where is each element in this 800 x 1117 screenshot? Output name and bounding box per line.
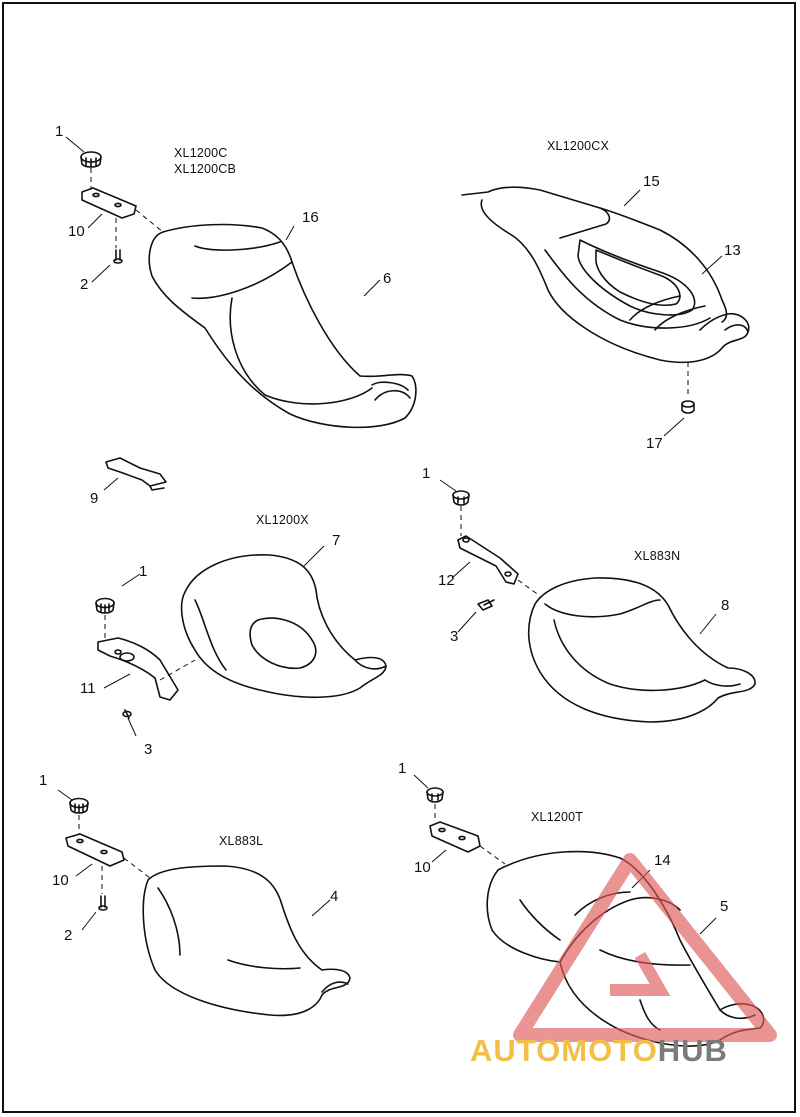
screw-3b [478,600,494,610]
watermark-part1: AUTOMOTO [470,1033,658,1068]
callout-1: 1 [139,563,148,580]
callout-1: 1 [422,465,431,482]
model-label-xl1200c: XL1200C [174,146,228,160]
callout-10: 10 [52,872,69,889]
callout-1: 1 [39,772,48,789]
bumper-17 [682,401,694,413]
seat-13-15 [462,187,749,362]
seat-6 [149,225,416,428]
callout-15: 15 [643,173,660,190]
screw-3a [123,710,131,718]
callout-13: 13 [724,242,741,259]
callout-2: 2 [80,276,89,293]
model-label-xl1200x: XL1200X [256,513,309,527]
callout-1: 1 [398,760,407,777]
callout-10: 10 [414,859,431,876]
bracket-10a [82,188,136,218]
model-label-xl1200t: XL1200T [531,810,584,824]
watermark-text [470,1033,728,1069]
callout-16: 16 [302,209,319,226]
leader-lines [58,137,722,934]
callout-3: 3 [450,628,459,645]
callout-1: 1 [55,123,64,140]
bracket-10c [430,822,480,852]
screw-2b [99,896,107,910]
watermark-part2: HUB [657,1033,728,1068]
callout-14: 14 [654,852,671,869]
model-label-xl1200cx: XL1200CX [547,139,610,153]
bracket-9 [106,458,166,490]
callout-6: 6 [383,270,392,287]
callout-8: 8 [721,597,730,614]
fastener-1c [453,491,469,505]
fastener-1d [70,799,88,814]
callout-7: 7 [332,532,341,549]
model-label-xl1200cb: XL1200CB [174,162,237,176]
callout-10: 10 [68,223,85,240]
callout-11: 11 [80,680,96,697]
seat-7 [182,555,386,697]
model-label-xl883l: XL883L [219,834,264,848]
fastener-1e [427,788,443,802]
callout-2: 2 [64,927,73,944]
fastener-1b [96,599,114,614]
callout-17: 17 [646,435,663,452]
model-label-xl883n: XL883N [634,549,681,563]
callout-12: 12 [438,572,455,589]
screw-2a [114,250,122,263]
fastener-1a [81,152,101,167]
watermark-logo [520,860,770,1035]
callout-4: 4 [330,888,339,905]
callout-5: 5 [720,898,729,915]
bracket-11 [98,638,178,700]
bracket-12 [458,536,518,584]
bracket-10b [66,834,124,866]
seat-4 [143,866,350,1015]
callout-3: 3 [144,741,153,758]
callout-9: 9 [90,490,99,507]
